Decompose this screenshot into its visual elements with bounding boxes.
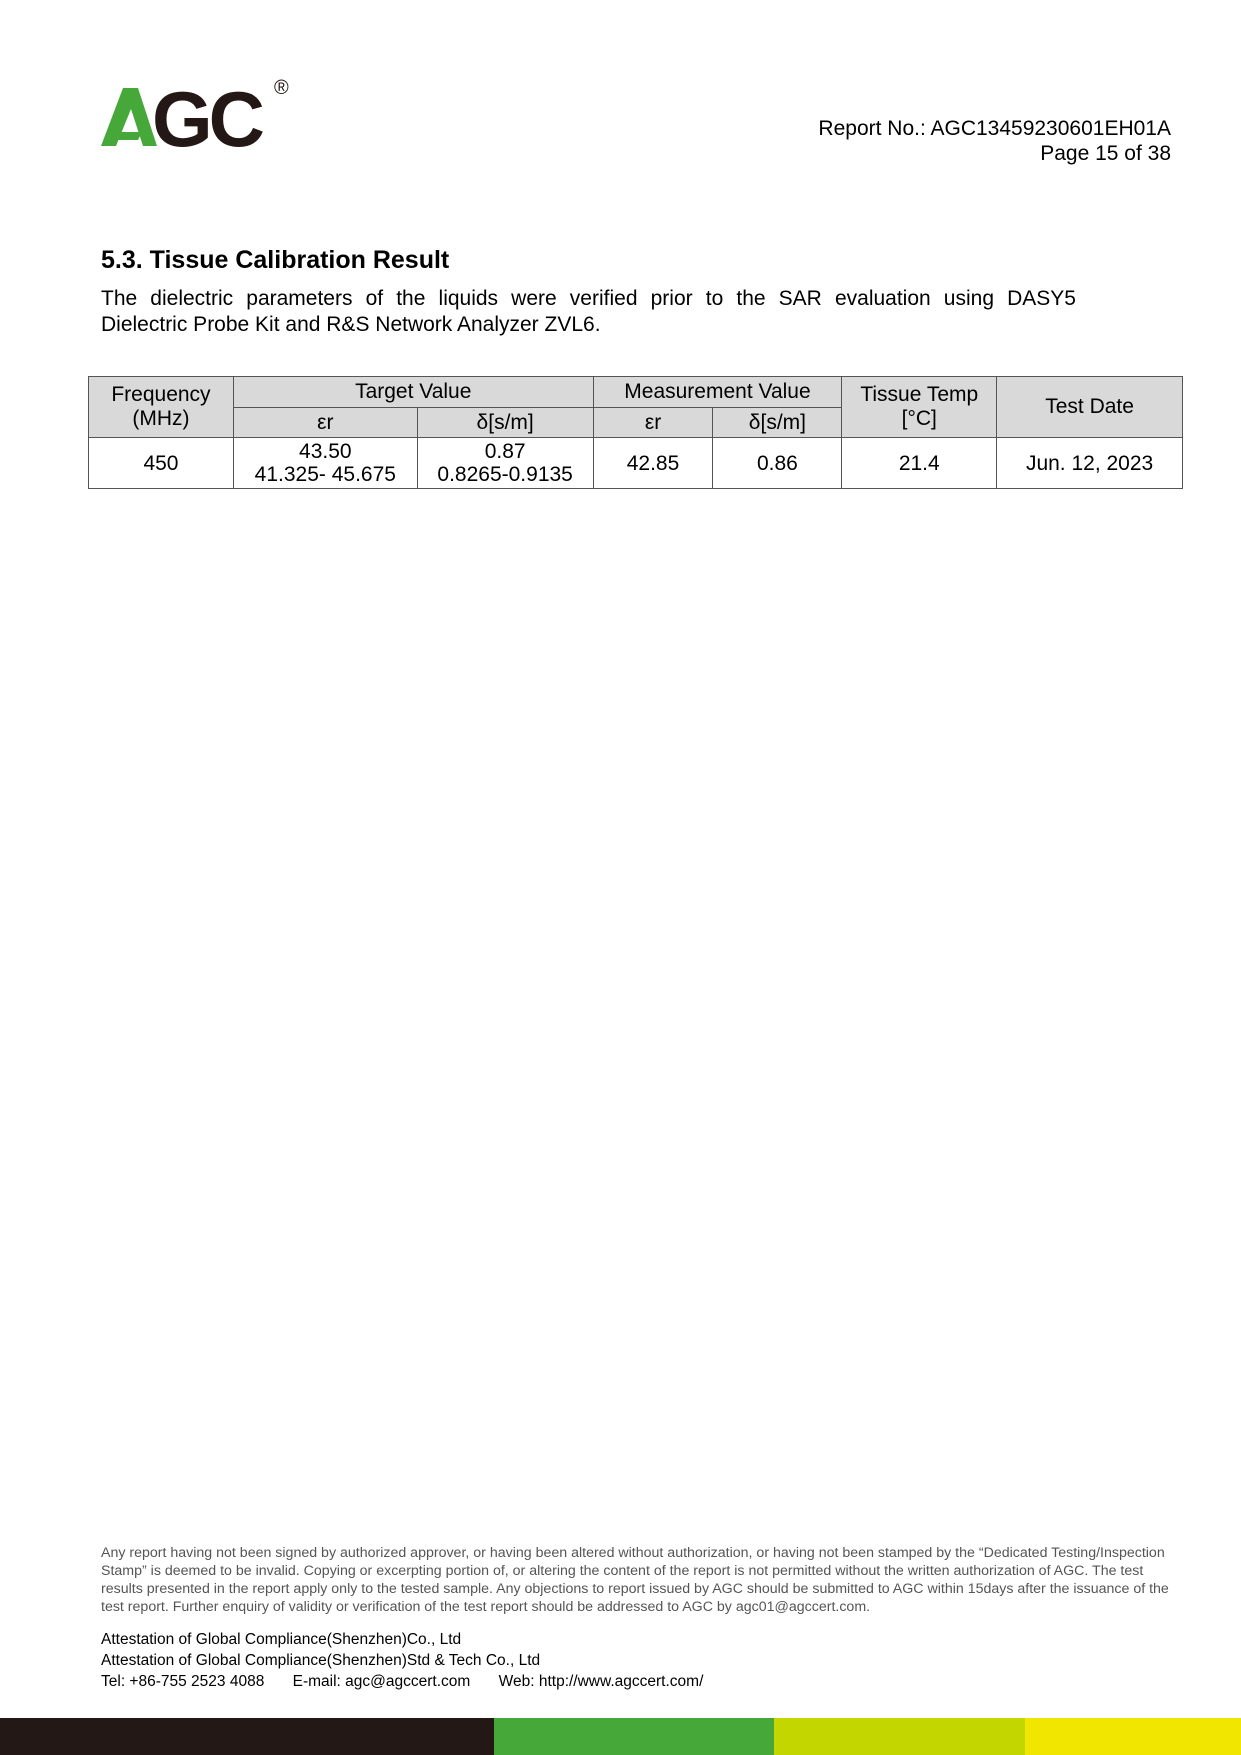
agc-logo bbox=[98, 74, 298, 154]
cell-target-sigma: 0.87 0.8265-0.9135 bbox=[417, 438, 593, 489]
contact-line bbox=[101, 1671, 727, 1692]
report-header bbox=[818, 116, 1171, 166]
page-number: Page 15 of 38 bbox=[1040, 142, 1171, 165]
footer-bar-dark bbox=[0, 1718, 494, 1755]
logo-a-crossbar bbox=[115, 132, 142, 140]
header-test-date: Test Date bbox=[997, 377, 1183, 438]
logo-gc-text: GC bbox=[152, 75, 261, 154]
contact-tel: Tel: +86-755 2523 4088 bbox=[101, 1673, 265, 1690]
footer-bar-yellow bbox=[1025, 1718, 1241, 1755]
cell-date: Jun. 12, 2023 bbox=[997, 438, 1183, 489]
report-number: Report No.: AGC13459230601EH01A bbox=[818, 117, 1171, 140]
header-frequency: Frequency (MHz) bbox=[89, 377, 234, 438]
header-measurement-value: Measurement Value bbox=[593, 377, 842, 408]
cell-meas-er: 42.85 bbox=[593, 438, 713, 489]
contact-email: E-mail: agc@agccert.com bbox=[292, 1673, 471, 1690]
cell-temp: 21.4 bbox=[842, 438, 997, 489]
table-row bbox=[89, 438, 1183, 489]
header-target-value: Target Value bbox=[233, 377, 593, 408]
header-target-er: εr bbox=[233, 408, 417, 438]
footer-bar-green bbox=[494, 1718, 774, 1755]
header-target-sigma: δ[s/m] bbox=[417, 408, 593, 438]
cell-frequency: 450 bbox=[89, 438, 234, 489]
intro-line-2: Dielectric Probe Kit and R&S Network Analyzer ZVL6. bbox=[101, 313, 601, 336]
footer-bar-lime bbox=[774, 1718, 1025, 1755]
disclaimer-text: Any report having not been signed by authorized approver, or having been altered without authorization, or having not been stamped by the “Dedicated Testing/Inspection Stamp” is deemed to be invalid. Copying or excerpting portion of, or altering the content of the report is not permitted without the written authorization of AGC. The test results presented in the report apply only to the tested sample. Any objections to report issued by AGC should be submitted to AGC within 15days after the issuance of the test report. Further enquiry of validity or verification of the test report should be addressed to AGC by agc01@agccert.com. bbox=[101, 1545, 1169, 1615]
section-title: 5.3. Tissue Calibration Result bbox=[101, 246, 450, 274]
cell-target-er: 43.50 41.325- 45.675 bbox=[233, 438, 417, 489]
table-header-row bbox=[89, 377, 1183, 408]
intro-paragraph bbox=[101, 286, 1076, 338]
company-name-2: Attestation of Global Compliance(Shenzhen)Std & Tech Co., Ltd bbox=[101, 1652, 541, 1669]
cell-meas-sigma: 0.86 bbox=[713, 438, 842, 489]
registered-mark: ® bbox=[274, 77, 289, 99]
company-name-1: Attestation of Global Compliance(Shenzhen)Co., Ltd bbox=[101, 1631, 462, 1648]
header-meas-sigma: δ[s/m] bbox=[713, 408, 842, 438]
company-info bbox=[101, 1629, 727, 1692]
contact-web: Web: http://www.agccert.com/ bbox=[498, 1673, 704, 1690]
header-tissue-temp: Tissue Temp [°C] bbox=[842, 377, 997, 438]
tissue-calibration-table bbox=[88, 376, 1183, 489]
footer-color-bar bbox=[0, 1718, 1241, 1755]
intro-line-1: The dielectric parameters of the liquids were verified prior to the SAR evaluation using DASY5 bbox=[101, 287, 1076, 310]
header-meas-er: εr bbox=[593, 408, 713, 438]
